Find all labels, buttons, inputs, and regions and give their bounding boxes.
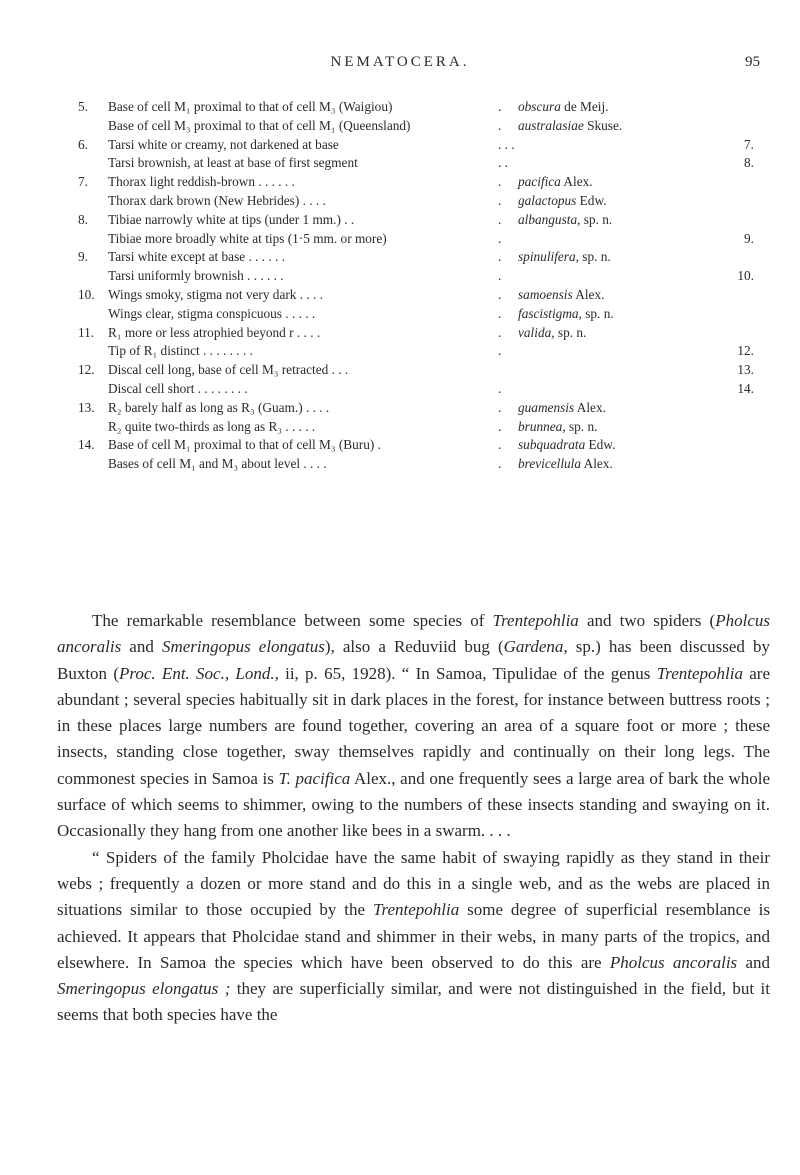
species-author: de Meij. (560, 99, 609, 114)
italic-text: Pholcus ancoralis (609, 952, 738, 972)
italic-text: Pholcus ancoralis (57, 611, 770, 657)
paragraph (57, 608, 770, 845)
couplet-result (518, 399, 768, 418)
species-author: , sp. n. (562, 418, 598, 434)
leader-dots: . (498, 117, 502, 133)
species-name: pacifica (518, 174, 561, 190)
species-author: , sp. n. (575, 249, 611, 265)
text-run: some degree of superficial resemblance is achieved. It appears that Pholcidae stand and shimmer in their webs, in many parts of the tropics, and elsewhere. In Samoa the species which have been observed to do this are (57, 900, 770, 972)
leader-dots: . (498, 211, 502, 227)
couplet-description: Tarsi brownish, at least at base of first segment (108, 155, 358, 171)
key-row (78, 418, 768, 437)
species-name: subquadrata (518, 437, 586, 453)
text-run: and (737, 952, 770, 972)
key-row (78, 192, 768, 211)
couplet-result (518, 324, 768, 343)
couplet-description: Thorax light reddish-brown . . . . . . (108, 174, 295, 190)
species-author: , sp. n. (578, 305, 614, 321)
key-row (78, 117, 768, 136)
couplet-number: 8. (78, 211, 88, 227)
couplet-number: 6. (78, 136, 88, 152)
key-row (78, 361, 768, 380)
page-number: 95 (745, 54, 760, 70)
species-author: Alex. (560, 174, 593, 190)
text-run: , ii, p. 65, 1928). “ In Samoa, Tipulidae of the genus (274, 663, 657, 683)
couplet-result (518, 211, 768, 230)
next-couplet: 10. (737, 268, 754, 284)
couplet-description: Tibiae narrowly white at tips (under 1 mm.) . . (108, 211, 355, 227)
leader-dots: . . (498, 155, 508, 171)
running-head-title: NEMATOCERA. (330, 54, 470, 70)
paragraph (57, 845, 770, 1029)
next-couplet: 8. (744, 155, 754, 171)
key-row (78, 267, 768, 286)
key-row (78, 211, 768, 230)
couplet-description: Tip of R₁ distinct . . . . . . . . (108, 343, 253, 359)
next-couplet: 14. (737, 380, 754, 396)
leader-dots: . (498, 456, 502, 472)
species-name: valida (518, 324, 552, 340)
italic-text: Smeringopus elongatus (161, 637, 325, 657)
species-name: samoensis (518, 286, 573, 302)
couplet-description: Tibiae more broadly white at tips (1·5 mm. or more) (108, 230, 387, 246)
couplet-description: Tarsi white except at base . . . . . . (108, 249, 286, 265)
key-row (78, 436, 768, 455)
text-run: The remarkable resemblance between some species of (92, 611, 493, 630)
species-name: guamensis (518, 399, 575, 415)
couplet-result (518, 286, 768, 305)
species-name: albangusta (518, 211, 578, 227)
species-author: Edw. (576, 192, 607, 208)
italic-text: T. pacifica (278, 768, 351, 788)
italic-text: Trentepohlia (656, 663, 743, 683)
couplet-number: 10. (78, 286, 95, 302)
couplet-description: Discal cell short . . . . . . . . (108, 380, 248, 396)
leader-dots: . (498, 305, 502, 321)
couplet-description: Wings smoky, stigma not very dark . . . . (108, 286, 324, 302)
couplet-description: Tarsi white or creamy, not darkened at base (108, 136, 339, 152)
next-couplet: 13. (737, 362, 754, 378)
leader-dots: . (498, 324, 502, 340)
couplet-result (518, 117, 768, 136)
italic-text: Trentepohlia (372, 900, 460, 920)
leader-dots: . (498, 418, 502, 434)
couplet-description: Discal cell long, base of cell M₃ retracted . . . (108, 362, 349, 378)
species-name: galactopus (518, 192, 577, 208)
couplet-description: R₂ quite two-thirds as long as R₃ . . . . . (108, 418, 316, 434)
couplet-result (518, 192, 768, 211)
italic-text: Gardena (503, 637, 564, 657)
couplet-description: Wings clear, stigma conspicuous . . . . . (108, 305, 316, 321)
text-run: ), also a Reduviid bug ( (324, 637, 504, 657)
couplet-description: Bases of cell M₁ and M₃ about level . . . . (108, 456, 327, 472)
species-author: Skuse. (583, 117, 623, 133)
couplet-description: Base of cell M₁ proximal to that of cell M₃ (Waigiou) (108, 99, 393, 114)
text-run: and (121, 637, 162, 657)
leader-dots: . (498, 343, 502, 359)
italic-text: Smeringopus elongatus ; (57, 979, 231, 999)
leader-dots: . (498, 249, 502, 265)
couplet-description: R₁ more or less atrophied beyond r . . . . (108, 324, 321, 340)
species-author: Alex. (581, 456, 613, 472)
key-row (78, 324, 768, 343)
couplet-result (518, 418, 768, 437)
next-couplet: 7. (744, 136, 754, 152)
species-name: obscura (518, 99, 561, 114)
leader-dots: . . . (498, 136, 515, 152)
key-row (78, 399, 768, 418)
text-run: , sp.) has been discussed by Buxton ( (57, 637, 771, 683)
key-row (78, 342, 768, 361)
species-author: Alex. (572, 286, 605, 302)
text-run: “ Spiders of the family Pholcidae have the same habit of swaying rapidly as they stand in their webs ; frequently a dozen or more stand and do this in a single web, and as the webs are placed in situations similar to those occupied by the (57, 847, 770, 920)
key-row (78, 248, 768, 267)
couplet-number: 9. (78, 249, 88, 265)
couplet-number: 11. (78, 324, 95, 340)
running-head (0, 50, 800, 74)
leader-dots: . (498, 192, 502, 208)
key-row (78, 380, 768, 399)
leader-dots: . (498, 268, 502, 284)
species-author: , sp. n. (551, 324, 587, 340)
couplet-result (518, 436, 768, 455)
leader-dots: . (498, 174, 502, 190)
key-row (78, 305, 768, 324)
species-name: brevicellula (518, 456, 582, 472)
key-row (78, 230, 768, 249)
italic-text: Trentepohlia (492, 611, 579, 630)
couplet-description: Base of cell M₁ proximal to that of cell M₃ (Buru) . (108, 437, 381, 453)
couplet-result (518, 305, 768, 324)
key-row (78, 455, 768, 474)
key-row (78, 136, 768, 155)
key-row (78, 98, 768, 117)
species-author: , sp. n. (577, 211, 613, 227)
next-couplet: 12. (737, 343, 754, 359)
key-row (78, 286, 768, 305)
text-run: Alex., and one frequently sees a large area of bark the whole surface of which seems to shimmer, owing to the numbers of these insects standing and swaying on it. Occasionally they hang from one another like bees in a swarm. . . . (57, 768, 770, 841)
couplet-result (518, 455, 768, 474)
text-run: they are superficially similar, and were not distinguished in the field, but it seems that both species have the (57, 979, 770, 1025)
species-name: brunnea (518, 418, 563, 434)
species-name: fascistigma (518, 305, 579, 321)
couplet-description: Thorax dark brown (New Hebrides) . . . . (108, 192, 326, 208)
couplet-number: 14. (78, 437, 95, 453)
couplet-number: 12. (78, 362, 95, 378)
leader-dots: . (498, 99, 502, 114)
text-run: are abundant ; several species habitually sit in dark places in the forest, for instance between buttress roots ; in these places large numbers are found together, covering an area of a square foot or more ; these insects, standing close together, sway themselves rapidly and continually on their long legs. The commonest species in Samoa is (57, 663, 770, 788)
species-name: spinulifera (518, 249, 576, 265)
couplet-description: R₂ barely half as long as R₃ (Guam.) . . . . (108, 399, 330, 415)
couplet-number: 13. (78, 399, 95, 415)
key-row (78, 173, 768, 192)
leader-dots: . (498, 230, 502, 246)
couplet-result (518, 98, 768, 117)
leader-dots: . (498, 399, 502, 415)
key-row (78, 154, 768, 173)
species-name: australasiae (518, 117, 584, 133)
leader-dots: . (498, 286, 502, 302)
species-author: Edw. (585, 437, 616, 453)
next-couplet: 9. (744, 230, 754, 246)
body-text (57, 608, 770, 1029)
couplet-result (518, 173, 768, 192)
species-author: Alex. (574, 399, 606, 415)
couplet-description: Base of cell M₃ proximal to that of cell M₁ (Queensland) (108, 117, 411, 133)
identification-key (78, 98, 768, 474)
couplet-result (518, 248, 768, 267)
text-run: and two spiders ( (578, 611, 716, 630)
couplet-number: 5. (78, 99, 88, 114)
leader-dots: . (498, 380, 502, 396)
italic-text: Proc. Ent. Soc., Lond. (119, 663, 275, 683)
couplet-description: Tarsi uniformly brownish . . . . . . (108, 268, 284, 284)
leader-dots: . (498, 437, 502, 453)
couplet-number: 7. (78, 174, 88, 190)
